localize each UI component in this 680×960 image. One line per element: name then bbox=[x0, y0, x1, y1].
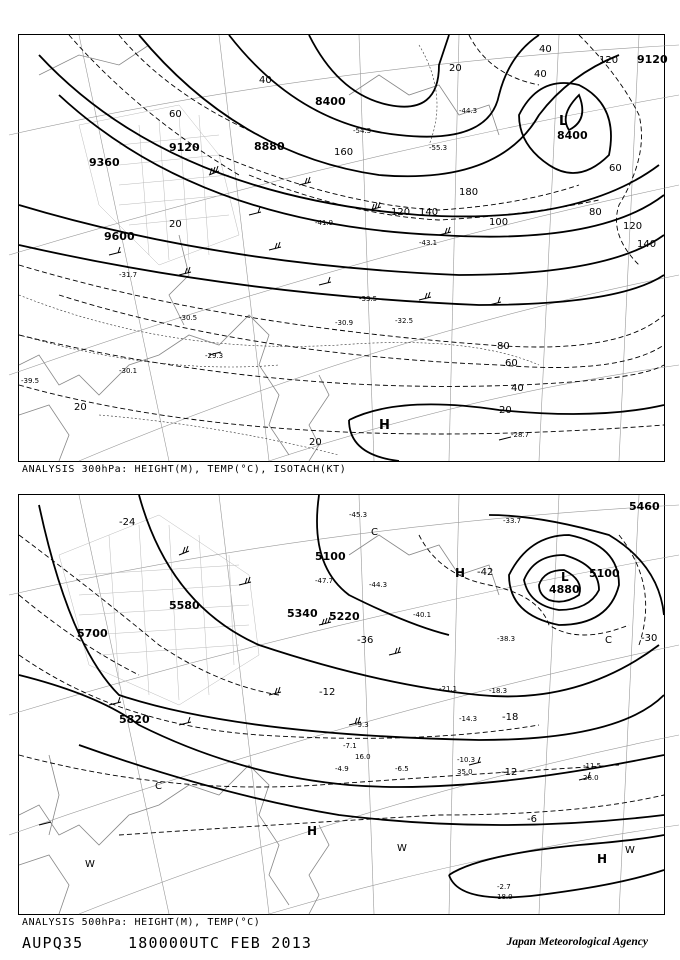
high-pressure-center: H bbox=[307, 824, 318, 838]
isotherm-label: -30 bbox=[641, 633, 658, 644]
height-label-4880: 4880 bbox=[549, 583, 580, 596]
map-500hpa bbox=[19, 495, 664, 914]
obs-label: -40.1 bbox=[413, 611, 432, 619]
temp-label: -32.5 bbox=[395, 317, 414, 325]
height-label-9360: 9360 bbox=[89, 156, 120, 169]
isotach-label: 120 bbox=[623, 221, 643, 232]
isotach-label: 80 bbox=[497, 341, 510, 352]
low-pressure-center: L bbox=[559, 114, 568, 129]
isotherm-label: -24 bbox=[119, 517, 136, 528]
height-label-5700: 5700 bbox=[77, 627, 108, 640]
height-label-5460: 5460 bbox=[629, 500, 660, 513]
isotach-label: 100 bbox=[489, 217, 509, 228]
temp-label: -33.5 bbox=[359, 295, 378, 303]
height-label-5100-east: 5100 bbox=[589, 567, 620, 580]
isotherm-label: -42 bbox=[477, 567, 494, 578]
isotach-label: 40 bbox=[259, 75, 272, 86]
cold-marker: C bbox=[155, 781, 162, 792]
obs-label: -21.1 bbox=[439, 685, 458, 693]
temp-label: -29.3 bbox=[205, 352, 224, 360]
isotach-label: 60 bbox=[505, 358, 518, 369]
low-pressure-center: L bbox=[561, 570, 569, 584]
warm-marker: W bbox=[625, 845, 635, 856]
obs-label: 35.0 bbox=[457, 768, 473, 776]
isotach-label: 80 bbox=[589, 207, 602, 218]
isotach-label: 140 bbox=[637, 239, 657, 250]
isotach-label: 60 bbox=[169, 109, 182, 120]
isotach-label: 60 bbox=[609, 163, 622, 174]
obs-label: -38.3 bbox=[497, 635, 516, 643]
isotach-label: 120 bbox=[599, 55, 619, 66]
isotach-label: 180 bbox=[459, 187, 479, 198]
isotach-label: 160 bbox=[334, 147, 354, 158]
height-label-5340: 5340 bbox=[287, 607, 318, 620]
obs-label: 16.0 bbox=[355, 753, 371, 761]
isotherm-label: -12 bbox=[501, 767, 518, 778]
obs-label: -2.7 bbox=[497, 883, 511, 891]
temp-label: -31.7 bbox=[119, 271, 138, 279]
obs-label: -47.7 bbox=[315, 577, 334, 585]
obs-label: -4.9 bbox=[335, 765, 349, 773]
temp-label: -41.9 bbox=[315, 219, 334, 227]
obs-label: -6.5 bbox=[395, 765, 409, 773]
isotach-label: 40 bbox=[534, 69, 547, 80]
isotach-label: 20 bbox=[449, 63, 462, 74]
obs-label: -10.3 bbox=[457, 756, 476, 764]
map-300hpa bbox=[19, 35, 668, 461]
obs-label: -45.3 bbox=[349, 511, 368, 519]
temp-label: -30.9 bbox=[335, 319, 354, 327]
temp-label: -55.3 bbox=[429, 144, 448, 152]
caption-300hpa: ANALYSIS 300hPa: HEIGHT(M), TEMP(°C), ISOTACH(KT) bbox=[22, 464, 347, 475]
warm-marker: W bbox=[397, 843, 407, 854]
obs-label: -44.3 bbox=[369, 581, 388, 589]
height-label-5100-west: 5100 bbox=[315, 550, 346, 563]
isotach-label: 40 bbox=[539, 44, 552, 55]
high-pressure-center: H bbox=[455, 566, 466, 580]
isotach-label: 20 bbox=[499, 405, 512, 416]
chart-500hpa bbox=[18, 494, 665, 915]
isotach-label: 140 bbox=[419, 207, 439, 218]
coastline-300 bbox=[19, 45, 499, 461]
cold-marker: C bbox=[371, 527, 378, 538]
obs-label: -11.5 bbox=[583, 762, 602, 770]
obs-label: -14.3 bbox=[459, 715, 478, 723]
temp-label: -43.1 bbox=[419, 239, 438, 247]
isotach-label: 20 bbox=[169, 219, 182, 230]
obs-label: -18.3 bbox=[489, 687, 508, 695]
obs-label: -9.3 bbox=[355, 721, 369, 729]
isotach-label: 20 bbox=[309, 437, 322, 448]
caption-500hpa: ANALYSIS 500hPa: HEIGHT(M), TEMP(°C) bbox=[22, 917, 261, 928]
chart-id: AUPQ35 bbox=[22, 934, 84, 952]
temp-label: -30.1 bbox=[119, 367, 138, 375]
isotach-label: 20 bbox=[74, 402, 87, 413]
isotherm-label: -18 bbox=[502, 712, 519, 723]
temp-label: -30.5 bbox=[179, 314, 198, 322]
isotherm-label: -36 bbox=[357, 635, 374, 646]
isotach-label: 120 bbox=[391, 207, 411, 218]
stipple-300 bbox=[79, 105, 239, 265]
isotach-label: 40 bbox=[511, 383, 524, 394]
height-label-8400-west: 8400 bbox=[315, 95, 346, 108]
cold-marker: C bbox=[605, 635, 612, 646]
height-label-9120-east: 9120 bbox=[637, 53, 668, 66]
stipple-500 bbox=[59, 515, 259, 705]
obs-label: -7.1 bbox=[343, 742, 357, 750]
obs-label: -33.7 bbox=[503, 517, 522, 525]
high-pressure-center: H bbox=[379, 418, 390, 433]
isotherm-label: -6 bbox=[527, 814, 537, 825]
temp-label: -39.5 bbox=[21, 377, 40, 385]
obs-label: 26.0 bbox=[583, 774, 599, 782]
temp-label: -28.7 bbox=[511, 431, 530, 439]
height-label-5220: 5220 bbox=[329, 610, 360, 623]
temp-label: -44.3 bbox=[459, 107, 478, 115]
agency-name: Japan Meteorological Agency bbox=[506, 936, 648, 948]
height-label-8400-east: 8400 bbox=[557, 129, 588, 142]
height-label-8880: 8880 bbox=[254, 140, 285, 153]
chart-timestamp: 180000UTC FEB 2013 bbox=[128, 934, 313, 952]
isotherm-label: -12 bbox=[319, 687, 336, 698]
height-label-5820: 5820 bbox=[119, 713, 150, 726]
temp-label: -54.3 bbox=[353, 127, 372, 135]
height-label-9600: 9600 bbox=[104, 230, 135, 243]
high-pressure-center: H bbox=[597, 852, 608, 866]
height-label-9120: 9120 bbox=[169, 141, 200, 154]
warm-marker: W bbox=[85, 859, 95, 870]
chart-300hpa bbox=[18, 34, 668, 462]
obs-label: 18.0 bbox=[497, 893, 513, 901]
height-label-5580: 5580 bbox=[169, 599, 200, 612]
